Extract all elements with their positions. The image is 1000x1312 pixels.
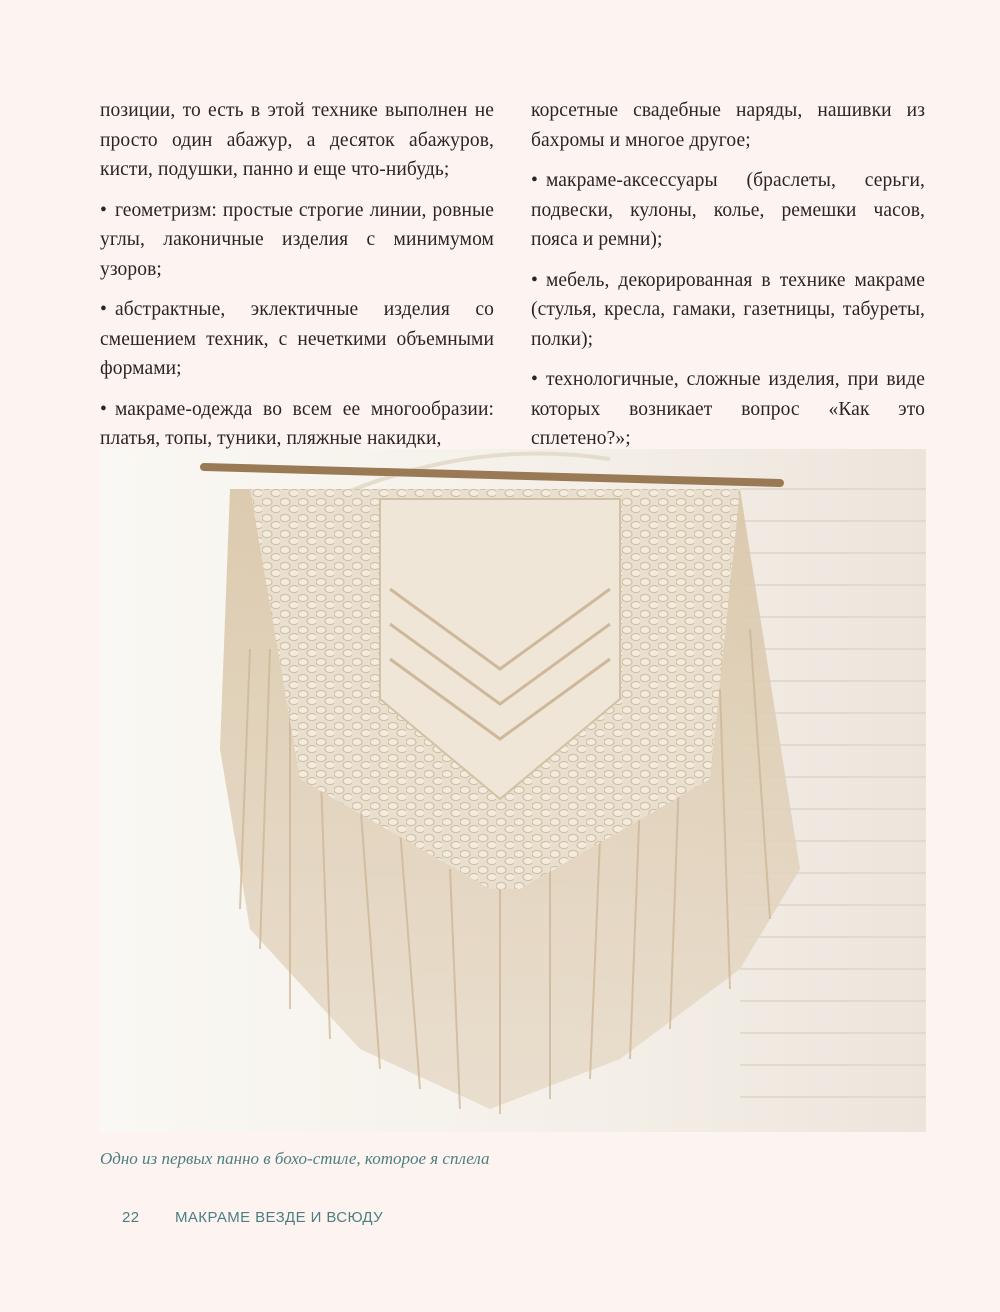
list-item	[100, 295, 494, 384]
list-item	[100, 395, 494, 454]
bullet: •	[531, 369, 538, 390]
running-section-title: МАКРАМЕ ВЕЗДЕ И ВСЮДУ	[175, 1209, 384, 1226]
list-item	[100, 196, 494, 285]
page-number: 22	[122, 1209, 140, 1226]
left-text-column	[100, 96, 494, 465]
list-item-text: технологичные, сложные изделия, при виде которых возникает вопрос «Как это сплетено?»;	[531, 369, 925, 449]
list-item	[531, 365, 925, 454]
list-item-text: макраме-одежда во всем ее многообразии: платья, топы, туники, пляжные накидки,	[100, 398, 494, 449]
paragraph	[100, 96, 494, 185]
bullet: •	[100, 299, 107, 320]
bullet: •	[100, 398, 107, 420]
bullet: •	[100, 199, 107, 221]
list-item-text: мебель, декорированная в технике макраме (стулья, кресла, гамаки, газетницы, табуреты, полки);	[531, 269, 925, 350]
paragraph	[531, 96, 925, 155]
list-item-text: геометризм: простые строгие линии, ровные углы, лаконичные изделия с минимумом узоров;	[100, 199, 494, 280]
macrame-wall-hanging-photo	[100, 449, 926, 1132]
paragraph-text: позиции, то есть в этой технике выполнен не просто один абажур, а десяток абажуров, кисти, подушки, панно и еще что-нибудь;	[100, 100, 494, 180]
list-item-text: макраме-аксессуары (браслеты, серьги, подвески, кулоны, колье, ремешки часов, пояса и ремни);	[531, 170, 925, 250]
photo-caption: Одно из первых панно в бохо-стиле, которое я сплела	[100, 1149, 490, 1168]
paragraph-text: корсетные свадебные наряды, нашивки из бахромы и многое другое;	[531, 100, 925, 151]
list-item-text: абстрактные, эклектичные изделия со смешением техник, с нечеткими объемными формами;	[100, 299, 494, 379]
bullet: •	[531, 170, 538, 191]
bullet: •	[531, 269, 538, 291]
list-item	[531, 266, 925, 355]
list-item	[531, 166, 925, 255]
right-text-column	[531, 96, 925, 465]
